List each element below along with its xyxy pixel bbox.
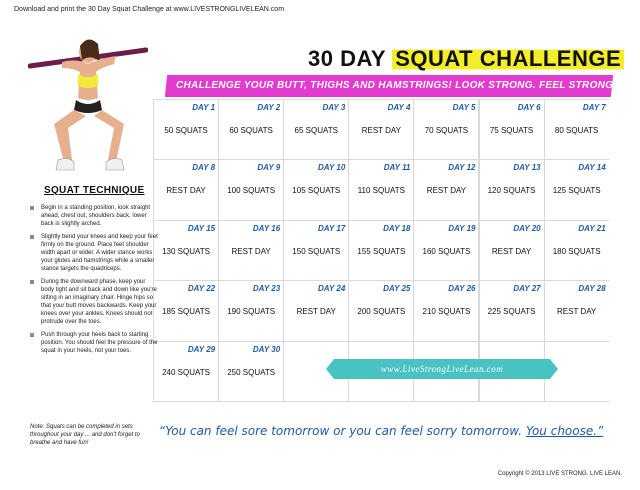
day-cell [545, 281, 609, 340]
day-number: DAY 1 [192, 103, 216, 112]
day-task: 185 SQUATS [162, 307, 210, 317]
day-cell [545, 221, 609, 280]
day-task: 190 SQUATS [227, 307, 276, 317]
day-number: DAY 13 [513, 163, 541, 173]
day-task: 200 SQUATS [357, 307, 406, 317]
day-number: DAY 27 [513, 284, 541, 294]
day-task: 110 SQUATS [357, 186, 405, 196]
day-task: REST DAY [231, 246, 271, 256]
day-cell [545, 160, 609, 219]
day-number: DAY 3 [322, 103, 346, 112]
technique-title: SQUAT TECHNIQUE [44, 185, 145, 196]
copyright: Copyright © 2013 LIVE STRONG. LIVE LEAN. [497, 471, 622, 477]
day-cell [154, 342, 218, 401]
day-cell [154, 281, 218, 340]
motivational-quote [153, 424, 609, 438]
day-cell [219, 160, 283, 219]
day-task: 70 SQUATS [424, 126, 469, 135]
day-cell [349, 160, 413, 219]
url-text: www.LiveStrongLiveLean.com [380, 364, 504, 374]
day-task: 65 SQUATS [294, 126, 338, 135]
day-number: DAY 15 [187, 223, 216, 233]
day-cell [219, 221, 283, 280]
technique-step: Slightly bend your knees and keep your feet firmly on the ground. Place feet shoulder width apart or wider. A wider stance works your glutes and hamstrings while a smaller stance targets the quadriceps. [30, 233, 158, 273]
quote-end: You choose.” [525, 424, 604, 438]
day-task: 105 SQUATS [292, 186, 341, 196]
day-task: REST DAY [491, 246, 532, 256]
day-task: REST DAY [296, 307, 336, 317]
day-number: DAY 4 [387, 103, 411, 112]
title-plain: 30 DAY [308, 46, 386, 71]
day-cell [154, 221, 218, 280]
day-number: DAY 14 [578, 163, 606, 173]
day-number: DAY 6 [517, 103, 541, 112]
day-task: REST DAY [361, 126, 401, 135]
day-number: DAY 17 [318, 223, 346, 233]
day-task: 100 SQUATS [227, 186, 276, 196]
day-number: DAY 11 [383, 163, 411, 173]
day-number: DAY 22 [187, 284, 216, 294]
day-cell [154, 100, 218, 159]
day-number: DAY 9 [257, 163, 281, 173]
day-number: DAY 26 [448, 284, 476, 294]
day-task: 80 SQUATS [554, 126, 599, 135]
day-cell [154, 160, 218, 219]
day-cell [480, 100, 544, 159]
day-cell [284, 160, 348, 219]
day-number: DAY 10 [318, 163, 346, 173]
day-cell [414, 281, 478, 340]
day-cell [349, 221, 413, 280]
day-task: REST DAY [557, 307, 597, 317]
day-number: DAY 19 [448, 223, 476, 233]
download-note: Download and print the 30 Day Squat Challenge at www.LIVESTRONGLIVELEAN.com [14, 6, 285, 13]
day-number: DAY 7 [582, 103, 606, 112]
quote-main: “You can feel sore tomorrow or you can feel sorry tomorrow. [158, 424, 523, 438]
day-task: 125 SQUATS [552, 186, 601, 196]
page-title [308, 46, 624, 72]
technique-step: Begin in a standing position, look straight ahead, chest out, shoulders back, lower back is slightly arched. [30, 204, 158, 228]
day-task: 130 SQUATS [162, 246, 210, 256]
technique-step: Push through your heels back to starting position. You should feel the pressure of the squat in your heels, not your toes. [30, 331, 158, 355]
day-cell [284, 100, 348, 159]
day-task: 180 SQUATS [552, 246, 601, 256]
quote-box [153, 402, 609, 461]
day-cell [414, 160, 478, 219]
day-cell [414, 221, 478, 280]
day-number: DAY 20 [513, 223, 541, 233]
day-task: 250 SQUATS [227, 367, 276, 377]
day-number: DAY 29 [187, 344, 216, 354]
banner-text: CHALLENGE YOUR BUTT, THIGHS AND HAMSTRINGS! LOOK STRONG. FEEL STRONG(ER). [176, 80, 639, 91]
day-task: 240 SQUATS [162, 367, 210, 377]
technique-list [30, 204, 158, 360]
day-task: 60 SQUATS [229, 126, 273, 135]
technique-note: Note: Squats can be completed in sets throughout your day ... and don't forget to breathe and have fun! [30, 424, 140, 446]
day-cell [219, 342, 283, 401]
day-number: DAY 30 [252, 344, 281, 354]
day-number: DAY 18 [383, 223, 411, 233]
technique-step: During the downward phase, keep your body tight and sit back and down like you're sitting in an imaginary chair. Hinge hips so that your butt moves backwards. Keep your knees over your ankles. Knees should not protrude over the toes. [30, 278, 158, 326]
day-number: DAY 16 [252, 223, 281, 233]
day-cell [349, 100, 413, 159]
athlete-photo [28, 28, 148, 178]
day-cell [480, 221, 544, 280]
day-task: 225 SQUATS [487, 307, 536, 317]
day-number: DAY 28 [578, 284, 606, 294]
day-number: DAY 24 [318, 284, 346, 294]
day-cell [219, 281, 283, 340]
day-number: DAY 21 [578, 223, 606, 233]
day-task: 75 SQUATS [489, 126, 534, 135]
day-cell [284, 221, 348, 280]
day-task: REST DAY [426, 186, 467, 196]
day-task: 50 SQUATS [164, 126, 208, 135]
day-task: REST DAY [166, 186, 206, 196]
day-number: DAY 23 [252, 284, 281, 294]
day-cell [545, 100, 609, 159]
day-number: DAY 8 [192, 163, 216, 173]
day-task: 210 SQUATS [422, 307, 471, 317]
day-task: 155 SQUATS [357, 246, 406, 256]
url-ribbon [334, 359, 550, 379]
day-task: 120 SQUATS [487, 186, 536, 196]
day-cell [219, 100, 283, 159]
day-number: DAY 2 [257, 103, 281, 112]
day-cell [480, 160, 544, 219]
day-task: 150 SQUATS [292, 246, 341, 256]
title-highlight: SQUAT CHALLENGE [392, 46, 624, 71]
day-cell [414, 100, 478, 159]
day-number: DAY 12 [448, 163, 476, 173]
day-cell [349, 281, 413, 340]
day-number: DAY 5 [452, 103, 476, 112]
day-number: DAY 25 [383, 284, 411, 294]
day-cell [284, 281, 348, 340]
day-cell [480, 281, 544, 340]
day-task: 160 SQUATS [422, 246, 471, 256]
